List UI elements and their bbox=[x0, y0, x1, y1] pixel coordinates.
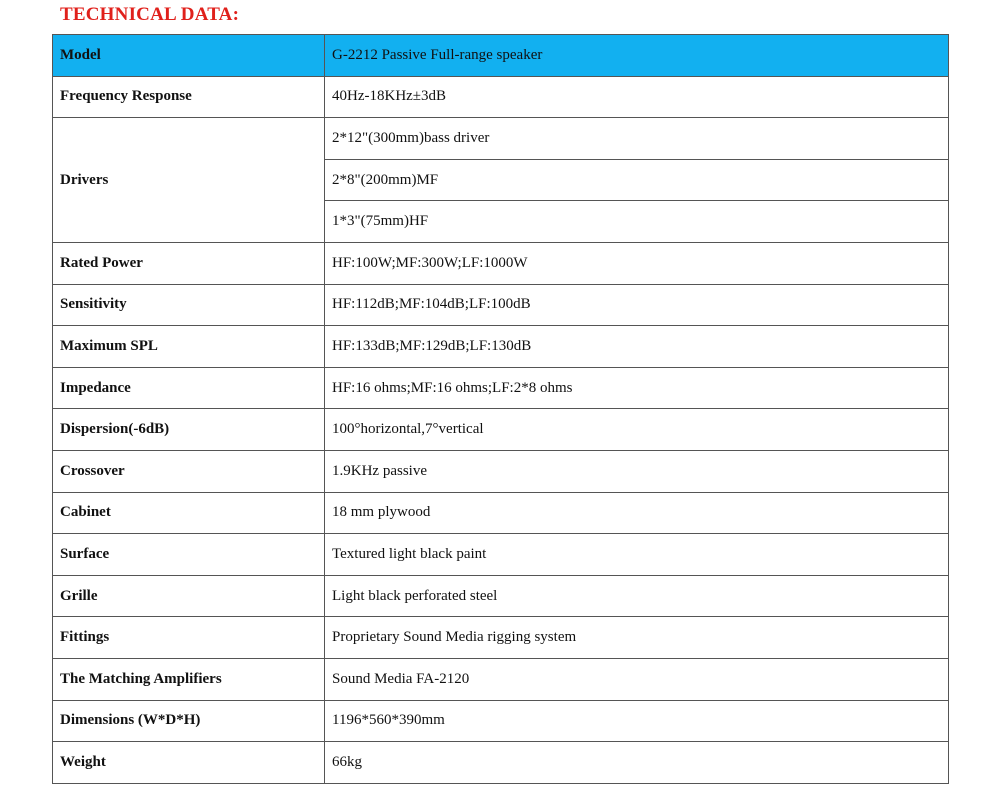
table-row-weight bbox=[53, 742, 949, 784]
row-value: 2*12"(300mm)bass driver bbox=[325, 118, 949, 160]
row-value: Textured light black paint bbox=[325, 534, 949, 576]
row-value: 1196*560*390mm bbox=[325, 700, 949, 742]
row-label: Fittings bbox=[53, 617, 325, 659]
table-row-model bbox=[53, 35, 949, 77]
table-row-cabinet bbox=[53, 492, 949, 534]
row-value: 2*8"(200mm)MF bbox=[325, 159, 949, 201]
row-label: Frequency Response bbox=[53, 76, 325, 118]
row-value: Proprietary Sound Media rigging system bbox=[325, 617, 949, 659]
row-value: 100°horizontal,7°vertical bbox=[325, 409, 949, 451]
table-row-grille bbox=[53, 575, 949, 617]
row-label: Crossover bbox=[53, 450, 325, 492]
row-value: HF:100W;MF:300W;LF:1000W bbox=[325, 242, 949, 284]
table-row-rated-power bbox=[53, 242, 949, 284]
row-label: Drivers bbox=[53, 118, 325, 243]
row-value: Light black perforated steel bbox=[325, 575, 949, 617]
row-label: Maximum SPL bbox=[53, 326, 325, 368]
row-label: Cabinet bbox=[53, 492, 325, 534]
row-label: Rated Power bbox=[53, 242, 325, 284]
row-value: 1.9KHz passive bbox=[325, 450, 949, 492]
technical-data-table bbox=[52, 34, 949, 784]
row-label: Weight bbox=[53, 742, 325, 784]
table-row-frequency-response bbox=[53, 76, 949, 118]
table-row-impedance bbox=[53, 367, 949, 409]
row-value: 18 mm plywood bbox=[325, 492, 949, 534]
table-row-sensitivity bbox=[53, 284, 949, 326]
table-row-dispersion bbox=[53, 409, 949, 451]
row-value: 1*3"(75mm)HF bbox=[325, 201, 949, 243]
row-label: Dispersion(-6dB) bbox=[53, 409, 325, 451]
row-value: 66kg bbox=[325, 742, 949, 784]
row-value: HF:112dB;MF:104dB;LF:100dB bbox=[325, 284, 949, 326]
page-title: TECHNICAL DATA: bbox=[60, 4, 240, 25]
row-value: HF:16 ohms;MF:16 ohms;LF:2*8 ohms bbox=[325, 367, 949, 409]
table-row-drivers bbox=[53, 118, 949, 160]
row-value: 40Hz-18KHz±3dB bbox=[325, 76, 949, 118]
row-label: Dimensions (W*D*H) bbox=[53, 700, 325, 742]
row-value: HF:133dB;MF:129dB;LF:130dB bbox=[325, 326, 949, 368]
row-label: The Matching Amplifiers bbox=[53, 658, 325, 700]
row-label: Sensitivity bbox=[53, 284, 325, 326]
table-row-crossover bbox=[53, 450, 949, 492]
row-label: Model bbox=[53, 35, 325, 77]
row-label: Grille bbox=[53, 575, 325, 617]
table-row-surface bbox=[53, 534, 949, 576]
table-row-maximum-spl bbox=[53, 326, 949, 368]
row-label: Impedance bbox=[53, 367, 325, 409]
table-row-matching-amplifiers bbox=[53, 658, 949, 700]
row-value: Sound Media FA-2120 bbox=[325, 658, 949, 700]
row-label: Surface bbox=[53, 534, 325, 576]
row-value: G-2212 Passive Full-range speaker bbox=[325, 35, 949, 77]
table-row-fittings bbox=[53, 617, 949, 659]
table-row-dimensions bbox=[53, 700, 949, 742]
